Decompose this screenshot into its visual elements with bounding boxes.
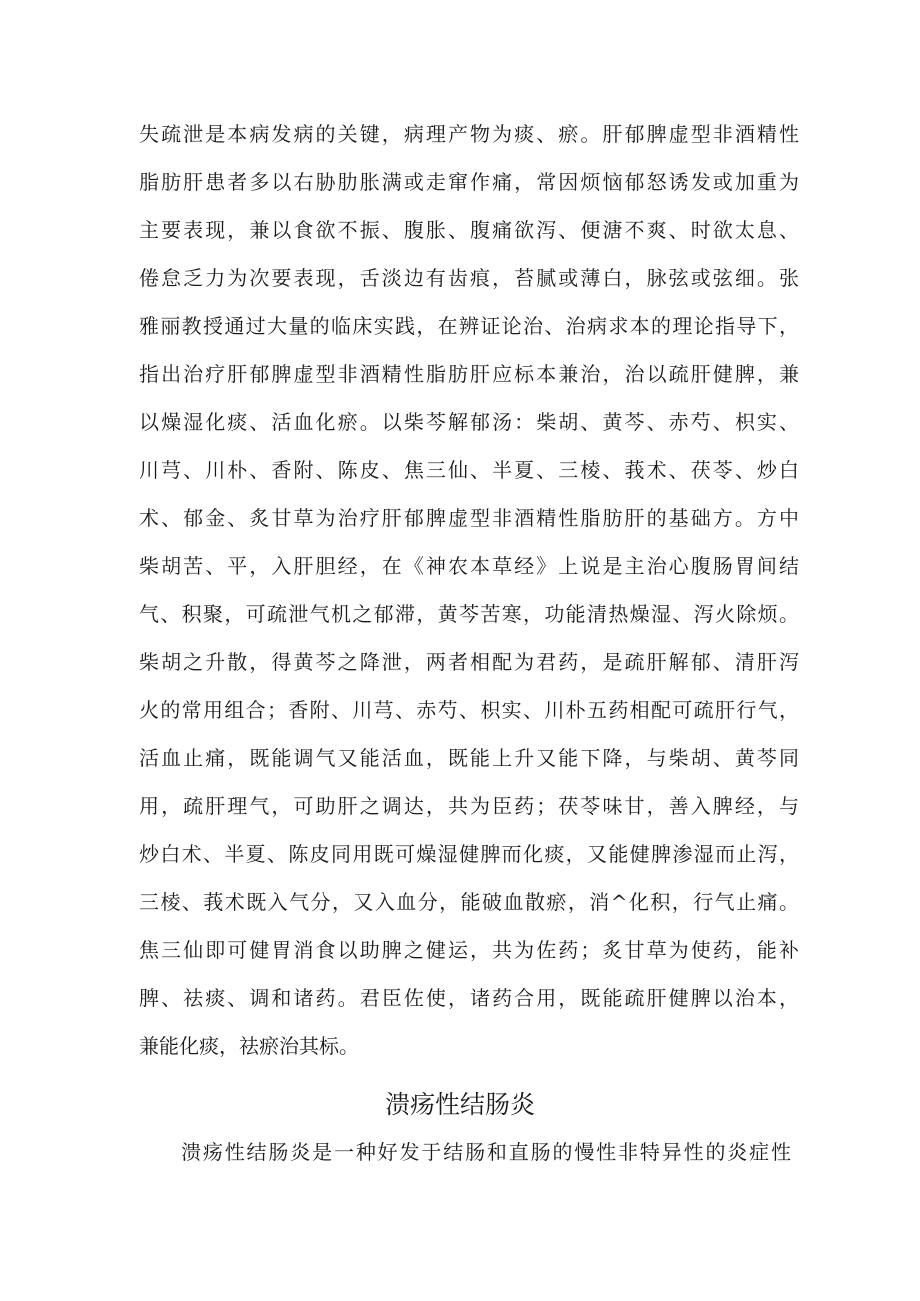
- body-text-line: 以燥湿化痰、活血化瘀。以柴芩解郁汤：柴胡、黄芩、赤芍、枳实、: [139, 410, 799, 434]
- body-text-line: 失疏泄是本病发病的关键，病理产物为痰、瘀。肝郁脾虚型非酒精性: [139, 122, 799, 146]
- body-text-line: 焦三仙即可健胃消食以助脾之健运，共为佐药；炙甘草为使药，能补: [139, 938, 799, 962]
- body-text-line: 气、积聚，可疏泄气机之郁滞，黄芩苦寒，功能清热燥湿、泻火除烦。: [139, 602, 799, 626]
- body-text-line: 脂肪肝患者多以右胁肋胀满或走窜作痛，常因烦恼郁怒诱发或加重为: [139, 170, 799, 194]
- body-text-line: 脾、祛痰、调和诸药。君臣佐使，诸药合用，既能疏肝健脾以治本，: [139, 986, 799, 1010]
- section-first-line: 溃疡性结肠炎是一种好发于结肠和直肠的慢性非特异性的炎症性: [181, 1140, 791, 1164]
- body-text-line: 主要表现，兼以食欲不振、腹胀、腹痛欲泻、便溏不爽、时欲太息、: [139, 218, 799, 242]
- body-text-line: 火的常用组合；香附、川芎、赤芍、枳实、川朴五药相配可疏肝行气，: [139, 698, 799, 722]
- body-text-line: 倦怠乏力为次要表现，舌淡边有齿痕，苔腻或薄白，脉弦或弦细。张: [139, 266, 799, 290]
- body-text-line: 活血止痛，既能调气又能活血，既能上升又能下降，与柴胡、黄芩同: [139, 746, 799, 770]
- body-text-line: 术、郁金、炙甘草为治疗肝郁脾虚型非酒精性脂肪肝的基础方。方中: [139, 506, 799, 530]
- body-text-line: 柴胡苦、平，入肝胆经，在《神农本草经》上说是主治心腹肠胃间结: [139, 554, 799, 578]
- body-text-line: 用，疏肝理气，可助肝之调达，共为臣药；茯苓味甘，善入脾经，与: [139, 794, 799, 818]
- body-text-line: 川芎、川朴、香附、陈皮、焦三仙、半夏、三棱、莪术、茯苓、炒白: [139, 458, 799, 482]
- body-text-line: 三棱、莪术既入气分，又入血分，能破血散瘀，消^化积，行气止痛。: [139, 890, 799, 914]
- body-text-line: 柴胡之升散，得黄芩之降泄，两者相配为君药，是疏肝解郁、清肝泻: [139, 650, 799, 674]
- body-text-line: 雅丽教授通过大量的临床实践，在辨证论治、治病求本的理论指导下，: [139, 314, 799, 338]
- body-text-line: 指出治疗肝郁脾虚型非酒精性脂肪肝应标本兼治，治以疏肝健脾，兼: [139, 362, 799, 386]
- body-text-line: 兼能化痰，祛瘀治其标。: [139, 1034, 359, 1058]
- section-heading: 溃疡性结肠炎: [384, 1090, 535, 1119]
- body-text-line: 炒白术、半夏、陈皮同用既可燥湿健脾而化痰，又能健脾渗湿而止泻，: [139, 842, 799, 866]
